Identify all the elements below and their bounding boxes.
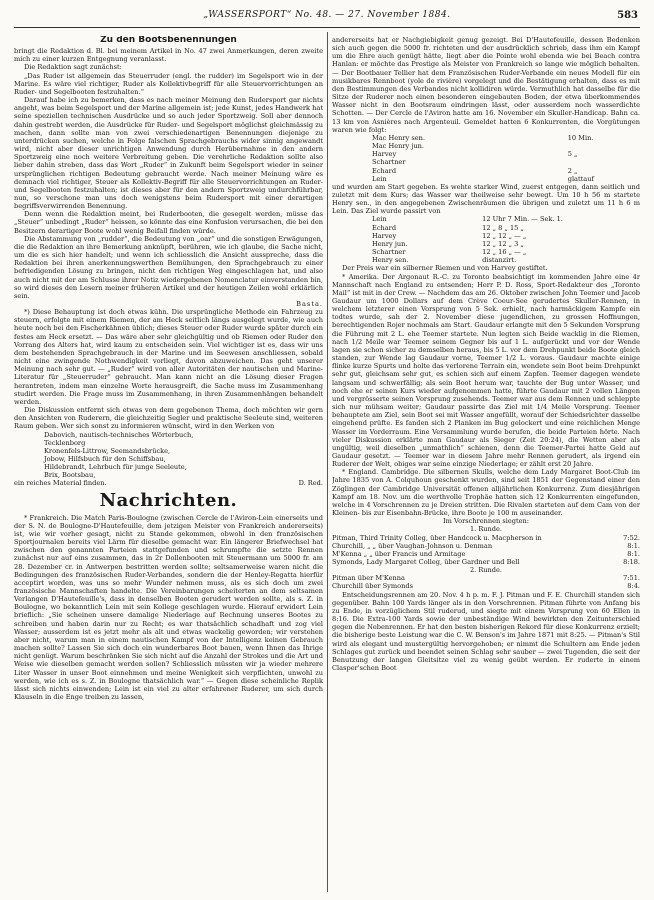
paragraph: ein reiches Material finden. <box>14 479 107 488</box>
paragraph: Darauf habe ich zu bemerken, dass es nach meiner Meinung den Rudersport gar nichts angeht, was beim Segelsport und der Marine allgemein ist; jede Kunst, jedes Handwerk hat seine speziellen technischen Ausdrücke und so auch jeder Sportzweig. Soll aber dennoch dahin gestrebt werden, die Ausdrücke für Ruder- und Segelsport möglichst gleichmässig zu machen, dann sollte man von zwei verschiedenartigen Benennungen diejenige zu unterdrücken suchen, welche in Folge falschen Sprachgebrauchs wider sinnig angewandt wird, nicht aber dieser unrichtigen Anwendung durch Herübernahme in den andern Sportzweig eine noch weitere Verbreitung geben. Die verehrliche Redaktion sollte also lieber dahin streben, dass das Wort „Ruder“ in Zukunft beim Segelsport wieder in seiner ursprünglichen richtigen Bedeutung gebraucht werde. Nach meiner Meinung wäre es demnach viel richtiger, Steuer als Kollektiv-Begriff für alle Steuervorrichtungen an Ruder- und Segelbooten festzuhalten; ist dieses aber für den andern Sportzweig undurchführbar, nun, so verschone man uns doch wenigstens beim Rudersport mit einer derartigen begriffsverwirrenden Benennung. <box>14 96 323 211</box>
cell-name: Henry jun. <box>372 239 408 248</box>
book-item: Jobow, Hilfsbuch für den Schiffsbau, <box>44 454 166 463</box>
cell-value <box>566 158 640 166</box>
cell-name: Schartner <box>372 158 406 167</box>
race-row <box>332 574 640 582</box>
table-row <box>332 256 640 264</box>
table-row <box>332 215 640 223</box>
table-row <box>332 150 640 158</box>
handicap-table <box>332 134 640 183</box>
right-column <box>332 36 640 894</box>
paragraph: andererseits hat er Nachgiebigkeit genug gezeigt. Bei D'Hautefeuille, dessen Bedenken sich auch gegen die 5000 fr. richteten und der ausdrücklich schrieb, dass ihm ein Kampf um die Ehre auch genügt hätte, liegt aber die Pointe wohl ebenda wie bei Beach contra Hanlan: er möchte das Prestige als Meister von Frankreich so lange wie möglich behalten. — Der Bootbauer Tellier hat dem Französischen Ruder-Verbande ein neues Modell für ein musikbares Rennboot (yole de rivière) vorgelegt und die Bestätigung erhalten, dass es mit den Bestimmungen des Verbandes nicht kollidiren würde. Vermuthlich hat dasselbe für die Sitze der Ruderer noch einen besonderen eingebauten Boden, der etwa überkommendes Wasser nicht in den Bootsraum eindringen lässt, oder ausserdem noch wasserdichte Schotten. — Der Cercle de l'Aviron hatte am 16. November ein Skuller-Handicap. Bahn ca. 13 km von Asnières nach Argenteuil. Gemeldet hatten 6 Konkurrenten, die Vorgütungen waren wie folgt: <box>332 36 640 134</box>
race-text: Symonds, Lady Margaret Colleg, über Gardner und Bell <box>332 558 520 566</box>
cell-name: Echard <box>372 166 397 175</box>
column-divider <box>327 32 328 892</box>
signature: Basta. <box>296 300 323 308</box>
race-text: M'Kenna „ „ über Francis und Armitage <box>332 549 466 558</box>
footnote: *) Diese Behauptung ist doch etwas kühn. Die ursprüngliche Methode ein Fahrzeug zu steuern, erfolgte mit einem Riemen, der am Heck seitlich längs ausgelegt wurde, wie auch heute noch bei den Fischerkähnen üblich; dieses Steuer oder Ruder wurde später durch ein festes am Heck ersetzt. — Das wäre aber sehr gleichgültig und ob Riemen oder Ruder den Vorrang des Alters hat, wird kaum zu entscheiden sein. Viel wichtiger ist es, dass wir uns dem bestehenden Sprachgebrauch in der Marine und im Seewesen anschliessen, sobald nicht eine zwingende Nothwendigkeit vorliegt, davon abzuweichen. Das geht unserer Meinung nach sehr gut. — „Ruder“ wird von aller Autoritäten der nautischen und Marine-Literatur für „Steuerruder“ gebraucht. Man kann nicht an die Lösung dieser Fragen herantreten, indem man einzelne Worte herausgreift, die Sache muss im Zusammenhang studirt werden. Die Frage muss im Zusammenhang, in ihren Zusammenhängen behandelt werden. <box>14 308 323 406</box>
round-label: 2. Runde. <box>469 566 503 575</box>
journal-title: „WASSERSPORT“ No. 48. — 27. November 1884. <box>203 10 451 20</box>
page-header <box>16 10 638 24</box>
paragraph: Der Preis war ein silberner Riemen und von Harvey gestiftet. <box>342 264 548 273</box>
section-title-boat-names: Zu den Bootsbenennungen <box>100 36 237 45</box>
race-text: Pitman über M'Kenna <box>332 574 405 583</box>
paragraph: „Das Ruder ist allgemein das Steuerruder (engl. the rudder) im Segelsport wie in der Marine. Es wäre viel richtiger, Ruder als Kollektivbegriff für alle Steuervorrichtungen an Ruder- und Segelbooten festzuhalten.“ <box>14 71 323 96</box>
news-paragraph-france: * Frankreich. Die Match Paris-Boulogne (zwischen Cercle de l'Aviron-Lein einerseits und der S. N. de Boulogne-D'Hautefeuille, dem jetzigen Meister von Frankreich andererseits) ist, wie wir vorher gesagt, nicht zu Stande gekommen, obwohl in den französischen Sportjournalen bereits viel Lärm für dieselbe gemacht war. Ein längerer Briefwechsel hat zwischen den genannten Parteien stattgefunden und schrumpfte die setzte Rennen zunächst nur auf eins zusammen, das in 2r Dollenbooten mit Steuermann um 5000 fr. am 28. Dezember cr. in Antwerpen bestritten werden sollte; seltsamerweise waren nicht die Bedingungen des französischen Ruder-Verbandes, sondern die der Henley-Regatta hierfür acceptirt worden, was uns so mehr Wunder nehmen muss, als es sich doch um zwei französische Mannschaften handelte. Die Vereinbarungen scheiterten an dem seltsamen Verlangen D'Hautefeuille's, dass in denselben Booten gerudert werden sollte, als s. Z. in Boulogne, wo bekanntlich Lein mit sein Kollege geschlagen wurde. Hierauf erwidert Lein brieflich: „Sie scheinen unsere damalige Niederlage auf Rechnung unseres Bootes zu schreiben und haben darin nur zu Recht; es war thatsächlich schadhaft und zog viel Wasser; ausserdem ist es jetzt mehr als alt und etwas wackelig geworden; wir verstehen aber nicht, warum man in einem nautischen Kampf von der Intelligenz keinen Gebrauch machen sollte? Lassen Sie sich doch ein wunderbares Boot bauen, wenn Ihnen das Ihrige nicht genügt. Warum beschränken Sie sich nicht auf die Anzahl der Strokes und die Art und Weise wie dieselben gemacht werden sollen? Schliesslich müssten wir ja wieder mehrere Liter Wasser in unser Boot einnehmen und meine Wenigkeit sich verpflichten, unwohl zu werden, wie ich es s. Z. in Boulogne thatsächlich war.“ — Gegen diese scheinliche Replik lässt sich nichts einwenden; Lein ist ein viel zu alter erfahrener Ruderer, um sich durch Klauseln in die Enge treiben zu lassen, <box>14 513 323 702</box>
race-time: 7:51. <box>623 574 640 583</box>
cell-name: Harvey <box>372 150 397 159</box>
table-row <box>332 232 640 240</box>
race-text: Pitman, Third Trinity Colleg, über Handcock u. Macpherson in <box>332 533 542 542</box>
round-label: 1. Runde. <box>469 525 503 534</box>
table-row <box>332 175 640 183</box>
cell-name: Henry sen. <box>372 256 409 265</box>
book-list <box>14 431 323 480</box>
table-row <box>332 248 640 256</box>
cell-name: Harvey <box>372 231 397 240</box>
cell-value: 5 „ <box>567 150 578 159</box>
table-row <box>332 134 640 142</box>
left-column <box>14 36 323 894</box>
paragraph: Die Redaktion sagt zunächst: <box>24 63 122 72</box>
cell-time: distanzirt. <box>482 256 517 265</box>
cell-value <box>566 142 640 150</box>
signature: D. Red. <box>298 479 323 488</box>
news-heading: Nachrichten. <box>99 489 238 511</box>
subheading: Im Vorschrennen siegten: <box>443 517 529 526</box>
paragraph: Entscheidungsrennen am 20. Nov. 4 h p. m. F. J. Pitman und F. E. Churchill standen sich gegenüber. Bahn 100 Yards länger als in den Vorschrennen. Pitman führte von Anfang bis zu Ende, in vorzüglichem Stil ruderud, und siegte mit einem Vorsprung von 60 Ellen in 8:16. Die Extra-100 Yards sowie der unbeständige Wind bewirkten den Zeitunterschied gegen die Nebenrennen. Er hat den besten bisherigen Rekord für diese Konkurrenz erzielt; die bisherige beste Leistung war die C. W. Benson's im Jahre 1871 mit 8:25. — Pitman's Stil wird als elegant und mustergültig hervorgehoben; er nimmt die Schultern am Ende jeden Schlages gut zurück und beendet seinen Schlag sehr sauber — zwei Tugenden, die seit der Benutzung der langen Gleitsitze viel zu wenig geübt werden. Er ruderte in einem Clasper'schen Boot <box>332 590 640 673</box>
book-list-footer <box>14 479 323 487</box>
book-item: Hildebrandt, Lehrbuch für junge Seeleute, <box>44 463 187 472</box>
cell-time: 12 Uhr 7 Min. — Sek. 1. <box>482 215 563 224</box>
paragraph: und wurden am Start gegeben. Es wehte starker Wind, zuerst entgegen, dann seitlich und zuletzt mit dem Kurs; das Wasser war theilweise sehr bewegt. Um 10 h 56 m startete Henry sen., in den angegebenen Zwischenräumen die übrigen und zuletzt um 11 h 6 m Lein. Das Ziel wurde passirt von <box>332 182 640 216</box>
race-time: 7:52. <box>623 533 640 542</box>
page-number: 583 <box>617 10 638 21</box>
table-row <box>332 167 640 175</box>
cell-value: 2 „ <box>567 166 578 175</box>
table-row <box>332 142 640 150</box>
news-paragraph-england: * England. Cambridge. Die silbernen Skulls, welche dem Lady Margaret Boot-Club im Jahre 1835 von A. Colquhoun geschenkt wurden, sind seit 1851 der Gegenstand einer den Zöglingen der Cambridge Universität offenen alljährlichen Konkurrenz. Zum diesjährigen Kampf am 18. Nov. um die werthvolle Trophäe hatten sich 12 Konkurrenten eingefunden, welche in 4 Vorschrennen zu je Dreien stritten. Die Rivalen starteten auf dem Cam von der Kleinen- bis zur Eisenbahn-Brücke, ihre Boote je 100 m auseinander. <box>332 468 640 518</box>
book-item: Brix, Bootsbau, <box>44 471 96 480</box>
race-time: 8:1. <box>627 541 640 550</box>
paragraph: Die Abstammung von „rudder“, die Bedeutung von „oar“ und die sonstigen Erwägungen, die die Redaktion an ihre Bemerkung anknüpft, berühren, wie ich glaube, die Sache nicht, um die es sich hier handelt; und wenn ich schliesslich die Ansicht ausspreche, dass die Redaktion bei ihren anerkennungswerthen Bemühungen, den Sprachgebrauch zu einer befriedigenden Lösung zu bringen, nicht den richtigen Weg eingeschlagen hat, und also auch nicht mit der am Schlusse ihrer Notiz wiedergebenen Nomenclatur einverstanden bin, so wird dieses den Lesern meiner früheren Artikel und der heutigen Zeilen wohl erklärlich sein. <box>14 234 323 300</box>
book-item: Dabovich, nautisch-technisches Wörterbuch, <box>44 430 194 439</box>
race-time: 8:18. <box>623 558 640 566</box>
news-paragraph-america: * Amerika. Der Argonaut R.-C. zu Toronto beabsichtigt im kommenden Jahre eine 4r Mannschaft nach England zu entsenden; Herr P. D. Ross, Sport-Redakteur des „Toronto Mail“ ist mit in der Crew. — Nachdem das am 26. Oktober zwischen John Teemer und Jacob Gaudaur um 1000 Dollars auf dem Crève Coeur-See gerudertes Skuller-Rennen, in welchem letzterer einen Vorsprung von 5 Sek. erhielt, nach harmäckigem Kampfe ein todtes wurde, sah der 2. November diese jugendlichen, zu grossen Hoffnungen, berechtigenden Rojer nochmals am Start. Gaudaur erlangte mit den 5 Sekunden Vorsprung die Führung mit 2 L. ehe Teemer startete. Nun legten sich Beide wacklig in die Riemen, nach 1/2 Meile war Teemer seinem Gegner bis auf 1 L. aufgerückt und vor der Wende lagen sie schon sicher zu demselben heraus, bis 5 L. vor dem Drehpunkt beide Boote gleich standen, zur Wende lag Gaudaur vorne, Teemer 1/2 L. voraus. Gaudaur machte einige flinke kurze Spurts und holte das verlorene Terrain ein, wendete sein Boot beim Drehpunkt sehr gut, gleichsam sehr gut, es schien sich auf einem Zapfen. Teemer dagegen wendete langsam und schwerfällig; als sein Boot herum war, tauchte der Bug unter Wasser, und noch ehe er seinen Kurs wieder aufgenommen hatte, führte Gaudaur mit 2 vollen Längen und vergrösserte seinen Vorsprung zusehends. Teemer war aus dem Rennen und schleppte sich nur mühsam weiter; Gaudaur passirte das Ziel mit 1/4 Meile Vorsprung. Teemer behauptete am Ziel, sein Boot sei mit Wasser angefüllt, worauf der Schiedsrichter dasselbe eingehend prüfte. Es fanden sich 2 Planken im Bug gelockert und eine reichlichen Menge Wasser im Vorderraum. Eine Versammlung wurde berufen, die beide Parteien hörte. Nach vieler Diskussion erklärte man Gaudaur als Sieger (Zeit 20:24), die Wetten aber als ungültig, weil dieselben „unmathlich“ schienen, denn die Teemer-Partei hatte Geld auf Gaudaur gesetzt. — Teemer war in diesem Jahre mehr Rennen gerudert, als irgend ein Ruderer der Welt, obiges war seine einzige Niederlage; er zählt erst 20 Jahre. <box>332 272 640 469</box>
table-row <box>332 240 640 248</box>
book-item: Kronenfels-Littrow, Seemandsbrücke, <box>44 446 171 455</box>
paragraph: Denn wenn die Redaktion meint, bei Ruderbooten, die gesegelt werden, müsse das „Steuer“ unbedingt „Ruder“ heissen, so könnte das eine Konfusion verursachen, die bei den Besitzern derartiger Boote wohl wenig Beifall finden würde. <box>14 210 323 235</box>
cell-time: 12 „ 8 „ 15 „ <box>482 223 524 232</box>
paragraph: bringt die Redaktion d. Bl. bei meinem Artikel in No. 47 zwei Anmerkungen, deren zweite mich zu einer kurzen Entgegnung veranlasst. <box>14 47 323 64</box>
race-text: Churchill über Symonds <box>332 582 413 591</box>
book-item: Tecklenborg <box>44 438 86 447</box>
table-row <box>332 158 640 166</box>
cell-name: Mac Henry jun. <box>372 142 424 151</box>
cell-name: Echard <box>372 223 397 232</box>
cell-time: 12 „ 16 „ — „ <box>482 248 527 257</box>
race-row <box>332 558 640 566</box>
header-rule <box>14 27 640 28</box>
results-table <box>332 215 640 264</box>
cell-name: Mac Henry sen. <box>372 133 425 142</box>
cell-name: Schartner <box>372 248 406 257</box>
race-row <box>332 542 640 550</box>
cell-value: 10 Min. <box>567 133 594 142</box>
table-row <box>332 224 640 232</box>
cell-name: Lein <box>372 174 387 183</box>
cell-name: Lein <box>372 215 387 224</box>
paragraph: Die Diskussion entfernt sich etwas von dem gegebenen Thema, doch möchten wir gern den Ansichten von Ruderern, die gleichzeitig Segler und praktische Seeleute sind, weiteren Raum geben. Wer sich sonst zu informieren wünscht, wird in den Werken von <box>14 406 323 431</box>
race-time: 8:1. <box>627 549 640 558</box>
cell-time: 12 „ 12 „ 3 „ <box>482 239 524 248</box>
race-row <box>332 534 640 542</box>
cell-time: 12 „ 12 „ — „ <box>482 231 527 240</box>
race-row <box>332 582 640 590</box>
cell-value: glattauf <box>567 174 594 183</box>
race-text: Churchill, „ „ über Vaughan-Johnson u. Denman <box>332 541 493 550</box>
race-row <box>332 550 640 558</box>
race-time: 8:4. <box>627 582 640 591</box>
